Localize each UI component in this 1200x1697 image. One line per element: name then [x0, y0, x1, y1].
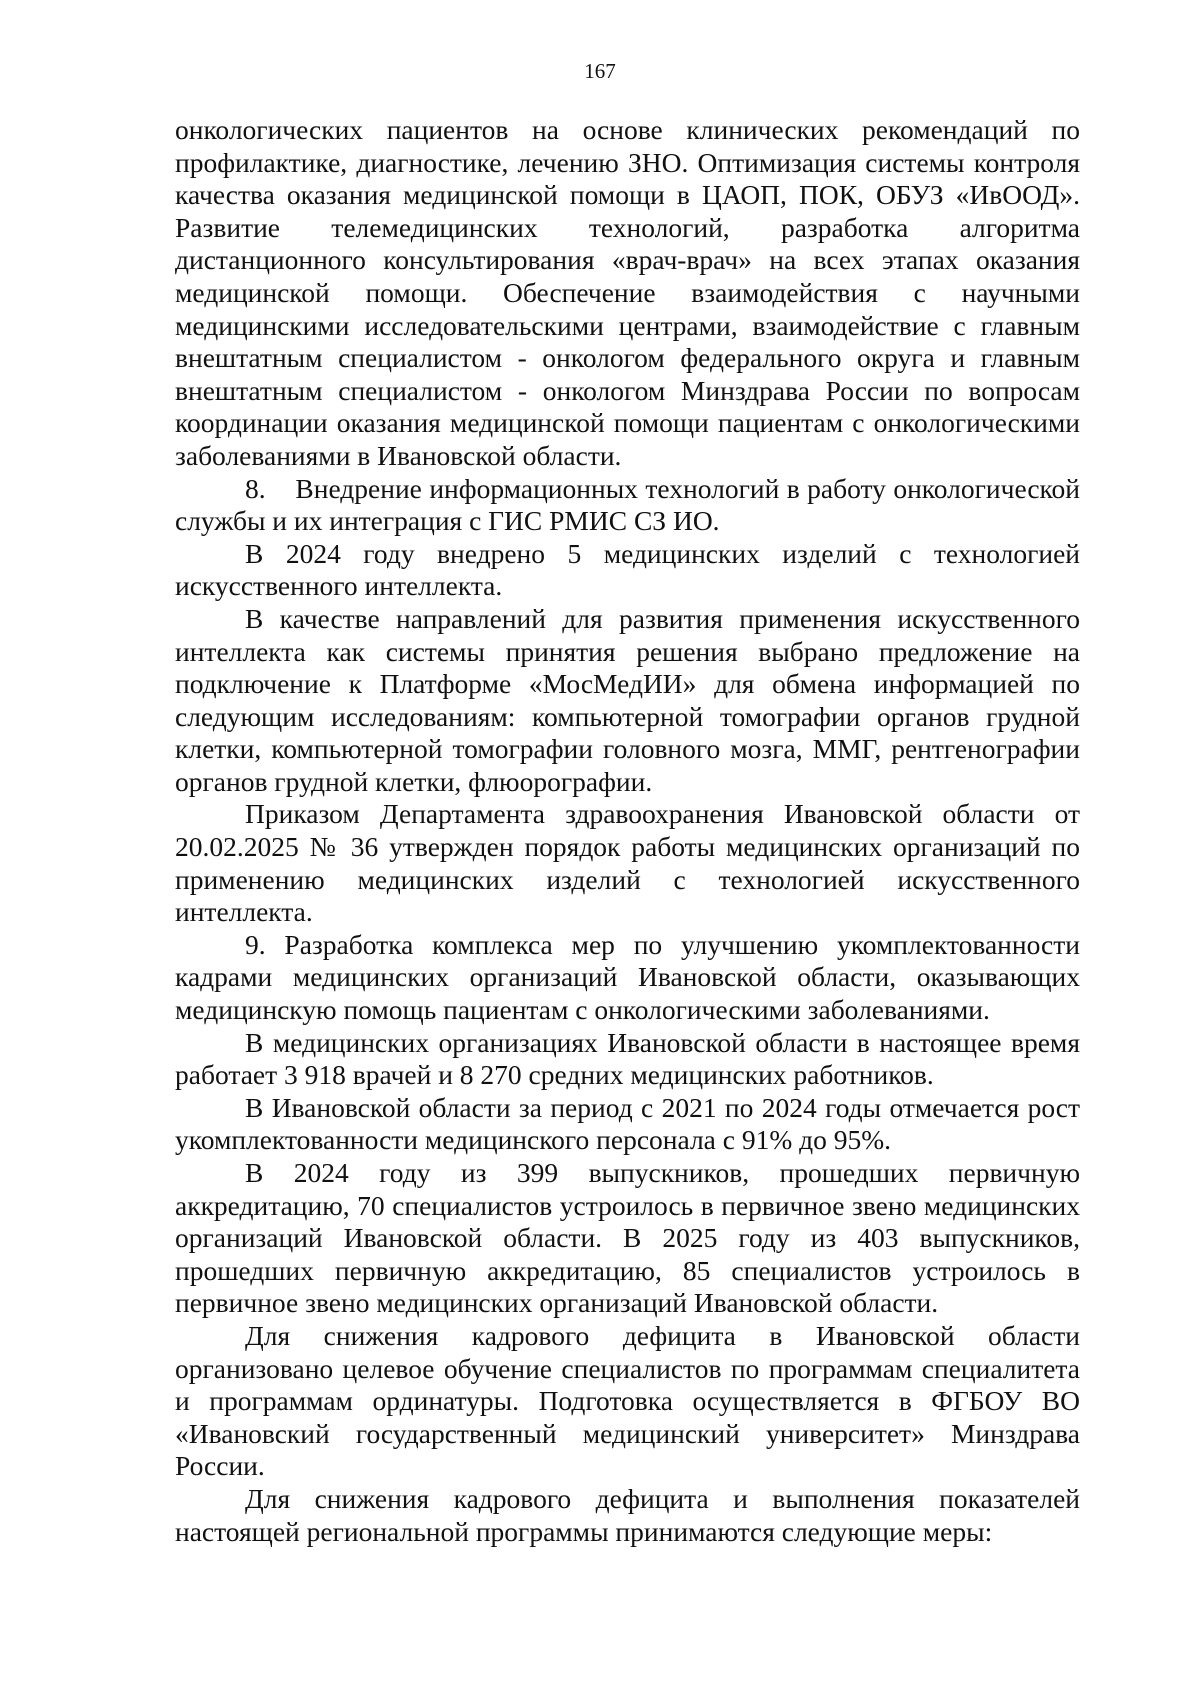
- paragraph-staffing-growth: В Ивановской области за период с 2021 по 2024 годы отмечается рост укомплектованности медицинского персонала с 91% до 95%.: [175, 1091, 1080, 1156]
- paragraph-graduates: В 2024 году из 399 выпускников, прошедших первичную аккредитацию, 70 специалистов устроилось в первичное звено медицинских организаций Ивановской области. В 2025 году из 403 выпускников, прошедших первичную аккредитацию, 85 специалистов устроилось в первичное звено медицинских организаций Ивановской области.: [175, 1157, 1080, 1319]
- paragraph-continuation: онкологических пациентов на основе клинических рекомендаций по профилактике, диагностике, лечению ЗНО. Оптимизация системы контроля качества оказания медицинской помощи в ЦАОП, ПОК, ОБУЗ «ИвООД». Развитие телемедицинских технологий, разработка алгоритма дистанционного консультирования «врач-врач» на всех этапах оказания медицинской помощи. Обеспечение взаимодействия с научными медицинскими исследовательскими центрами, взаимодействие с главным внештатным специалистом - онкологом федерального округа и главным внештатным специалистом - онкологом Минздрава России по вопросам координации оказания медицинской помощи пациентам с онкологическими заболеваниями в Ивановской области.: [175, 114, 1080, 471]
- page-number: 167: [584, 59, 616, 83]
- paragraph-ai-platform: В качестве направлений для развития применения искусственного интеллекта как системы принятия решения выбрано предложение на подключение к Платформе «МосМедИИ» для обмена информацией по следующим исследованиям: компьютерной томографии органов грудной клетки, компьютерной томографии головного мозга, ММГ, рентгенографии органов грудной клетки, флюорографии.: [175, 602, 1080, 797]
- paragraph-item-9: 9. Разработка комплекса мер по улучшению укомплектованности кадрами медицинских организаций Ивановской области, оказывающих медицинскую помощь пациентам с онкологическими заболеваниями.: [175, 928, 1080, 1026]
- paragraph-targeted-training: Для снижения кадрового дефицита в Ивановской области организовано целевое обучение специалистов по программам специалитета и программам ординатуры. Подготовка осуществляется в ФГБОУ ВО «Ивановский государственный медицинский университет» Минздрава России.: [175, 1319, 1080, 1482]
- paragraph-staff-count: В медицинских организациях Ивановской области в настоящее время работает 3 918 врачей и 8 270 средних медицинских работников.: [175, 1026, 1080, 1091]
- document-body: [175, 114, 1080, 1548]
- paragraph-item-8: 8. Внедрение информационных технологий в работу онкологической службы и их интеграция с ГИС РМИС СЗ ИО.: [175, 472, 1080, 537]
- paragraph-measures: Для снижения кадрового дефицита и выполнения показателей настоящей региональной программы принимаются следующие меры:: [175, 1482, 1080, 1547]
- paragraph-ai-devices: В 2024 году внедрено 5 медицинских изделий с технологией искусственного интеллекта.: [175, 537, 1080, 602]
- paragraph-order: Приказом Департамента здравоохранения Ивановской области от 20.02.2025 № 36 утвержден порядок работы медицинских организаций по применению медицинских изделий с технологией искусственного интеллекта.: [175, 798, 1080, 928]
